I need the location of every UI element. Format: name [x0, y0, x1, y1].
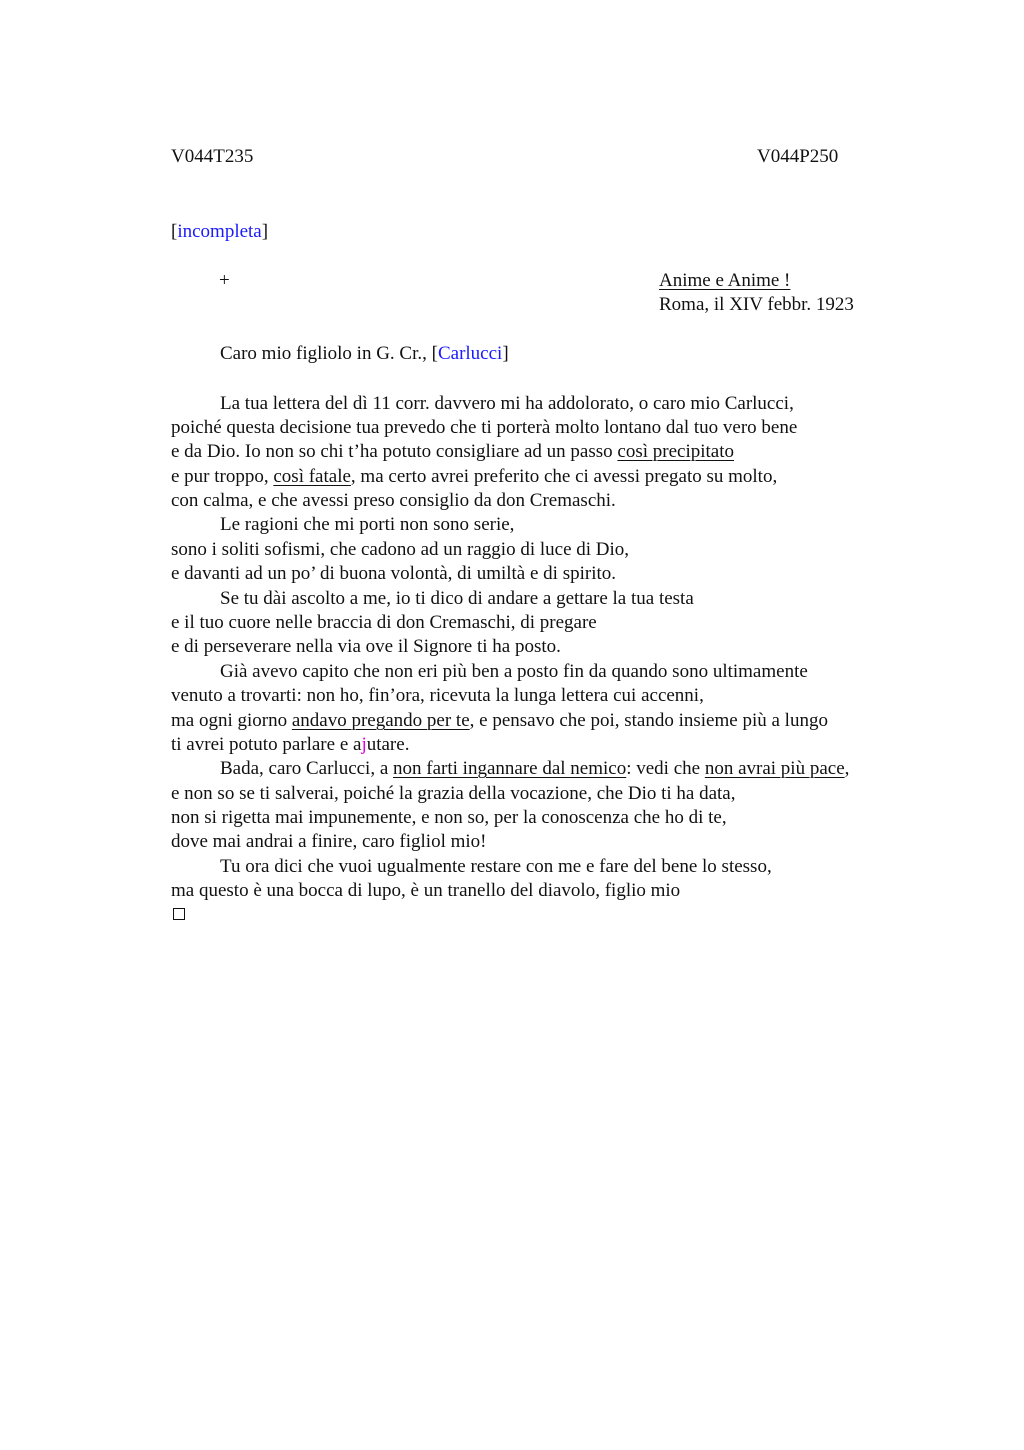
body-text: ,	[844, 758, 850, 779]
body-text: Bada, caro Carlucci, a	[220, 758, 394, 779]
status-annotation	[171, 221, 268, 243]
body-line: Tu ora dici che vuoi ugualmente restare con me e fare del bene lo stesso,	[220, 856, 772, 877]
salutation	[220, 343, 509, 365]
body-line: poiché questa decisione tua prevedo che ti porterà molto lontano dal tuo vero bene	[171, 417, 798, 438]
body-text: , e pensavo che poi, stando insieme più a lungo	[469, 710, 828, 731]
body-line	[220, 757, 849, 781]
body-line: e davanti ad un po’ di buona volontà, di umiltà e di spirito.	[171, 563, 617, 584]
underlined-text: andavo pregando per te	[291, 710, 470, 731]
body-line: non si rigetta mai impunemente, e non so, per la conoscenza che ho di te,	[171, 807, 727, 828]
recipient-annotation: Carlucci	[437, 343, 503, 364]
bracket-open: [	[431, 343, 438, 364]
body-text: ma ogni giorno	[171, 710, 292, 731]
underlined-text: così fatale	[273, 466, 351, 487]
underlined-text: non farti ingannare dal nemico	[393, 758, 627, 779]
body-line: sono i soliti sofismi, che cadono ad un raggio di luce di Dio,	[171, 539, 630, 560]
body-line: dove mai andrai a finire, caro figliol mio!	[171, 831, 487, 852]
document-code-left: V044T235	[171, 146, 254, 167]
body-text: e pur troppo,	[171, 466, 274, 487]
body-line: Se tu dài ascolto a me, io ti dico di andare a gettare la tua testa	[220, 588, 694, 609]
place-date: Roma, il XIV febbr. 1923	[659, 294, 854, 315]
status-label: incompleta	[177, 221, 262, 242]
underlined-text: non avrai più pace	[704, 758, 845, 779]
body-line	[171, 465, 777, 489]
salutation-text: Caro mio figliolo in G. Cr.,	[220, 343, 432, 364]
body-line: La tua lettera del dì 11 corr. davvero mi ha addolorato, o caro mio Carlucci,	[220, 393, 794, 414]
cross-symbol: +	[219, 270, 230, 291]
body-line	[171, 440, 734, 464]
body-line: venuto a trovarti: non ho, fin’ora, ricevuta la lunga lettera cui accenni,	[171, 685, 704, 706]
body-line: con calma, e che avessi preso consiglio da don Cremaschi.	[171, 490, 616, 511]
body-text: e da Dio. Io non so chi t’ha potuto consigliare ad un passo	[171, 441, 618, 462]
body-line: e non so se ti salverai, poiché la grazia della vocazione, che Dio ti ha data,	[171, 783, 736, 804]
body-text: : vedi che	[626, 758, 705, 779]
body-line: e il tuo cuore nelle braccia di don Cremaschi, di pregare	[171, 612, 597, 633]
body-line: e di perseverare nella via ove il Signore ti ha posto.	[171, 636, 561, 657]
motto: Anime e Anime !	[659, 270, 791, 291]
bracket-open: [	[171, 221, 178, 242]
body-line	[171, 733, 409, 757]
body-line: ma questo è una bocca di lupo, è un tranello del diavolo, figlio mio	[171, 880, 681, 901]
body-text: , ma certo avrei preferito che ci avessi pregato su molto,	[350, 466, 778, 487]
body-text: ti avrei potuto parlare e a	[171, 734, 362, 755]
underlined-text: così precipitato	[617, 441, 735, 462]
body-text: utare.	[366, 734, 410, 755]
bracket-close: ]	[502, 343, 509, 364]
bracket-close: ]	[261, 221, 269, 242]
corrected-letter: j	[361, 734, 367, 755]
document-code-right: V044P250	[757, 146, 839, 167]
body-line: Le ragioni che mi porti non sono serie,	[220, 514, 515, 535]
body-line	[171, 709, 828, 733]
end-marker-box-icon	[173, 908, 185, 920]
body-line: Già avevo capito che non eri più ben a posto fin da quando sono ultimamente	[220, 661, 808, 682]
